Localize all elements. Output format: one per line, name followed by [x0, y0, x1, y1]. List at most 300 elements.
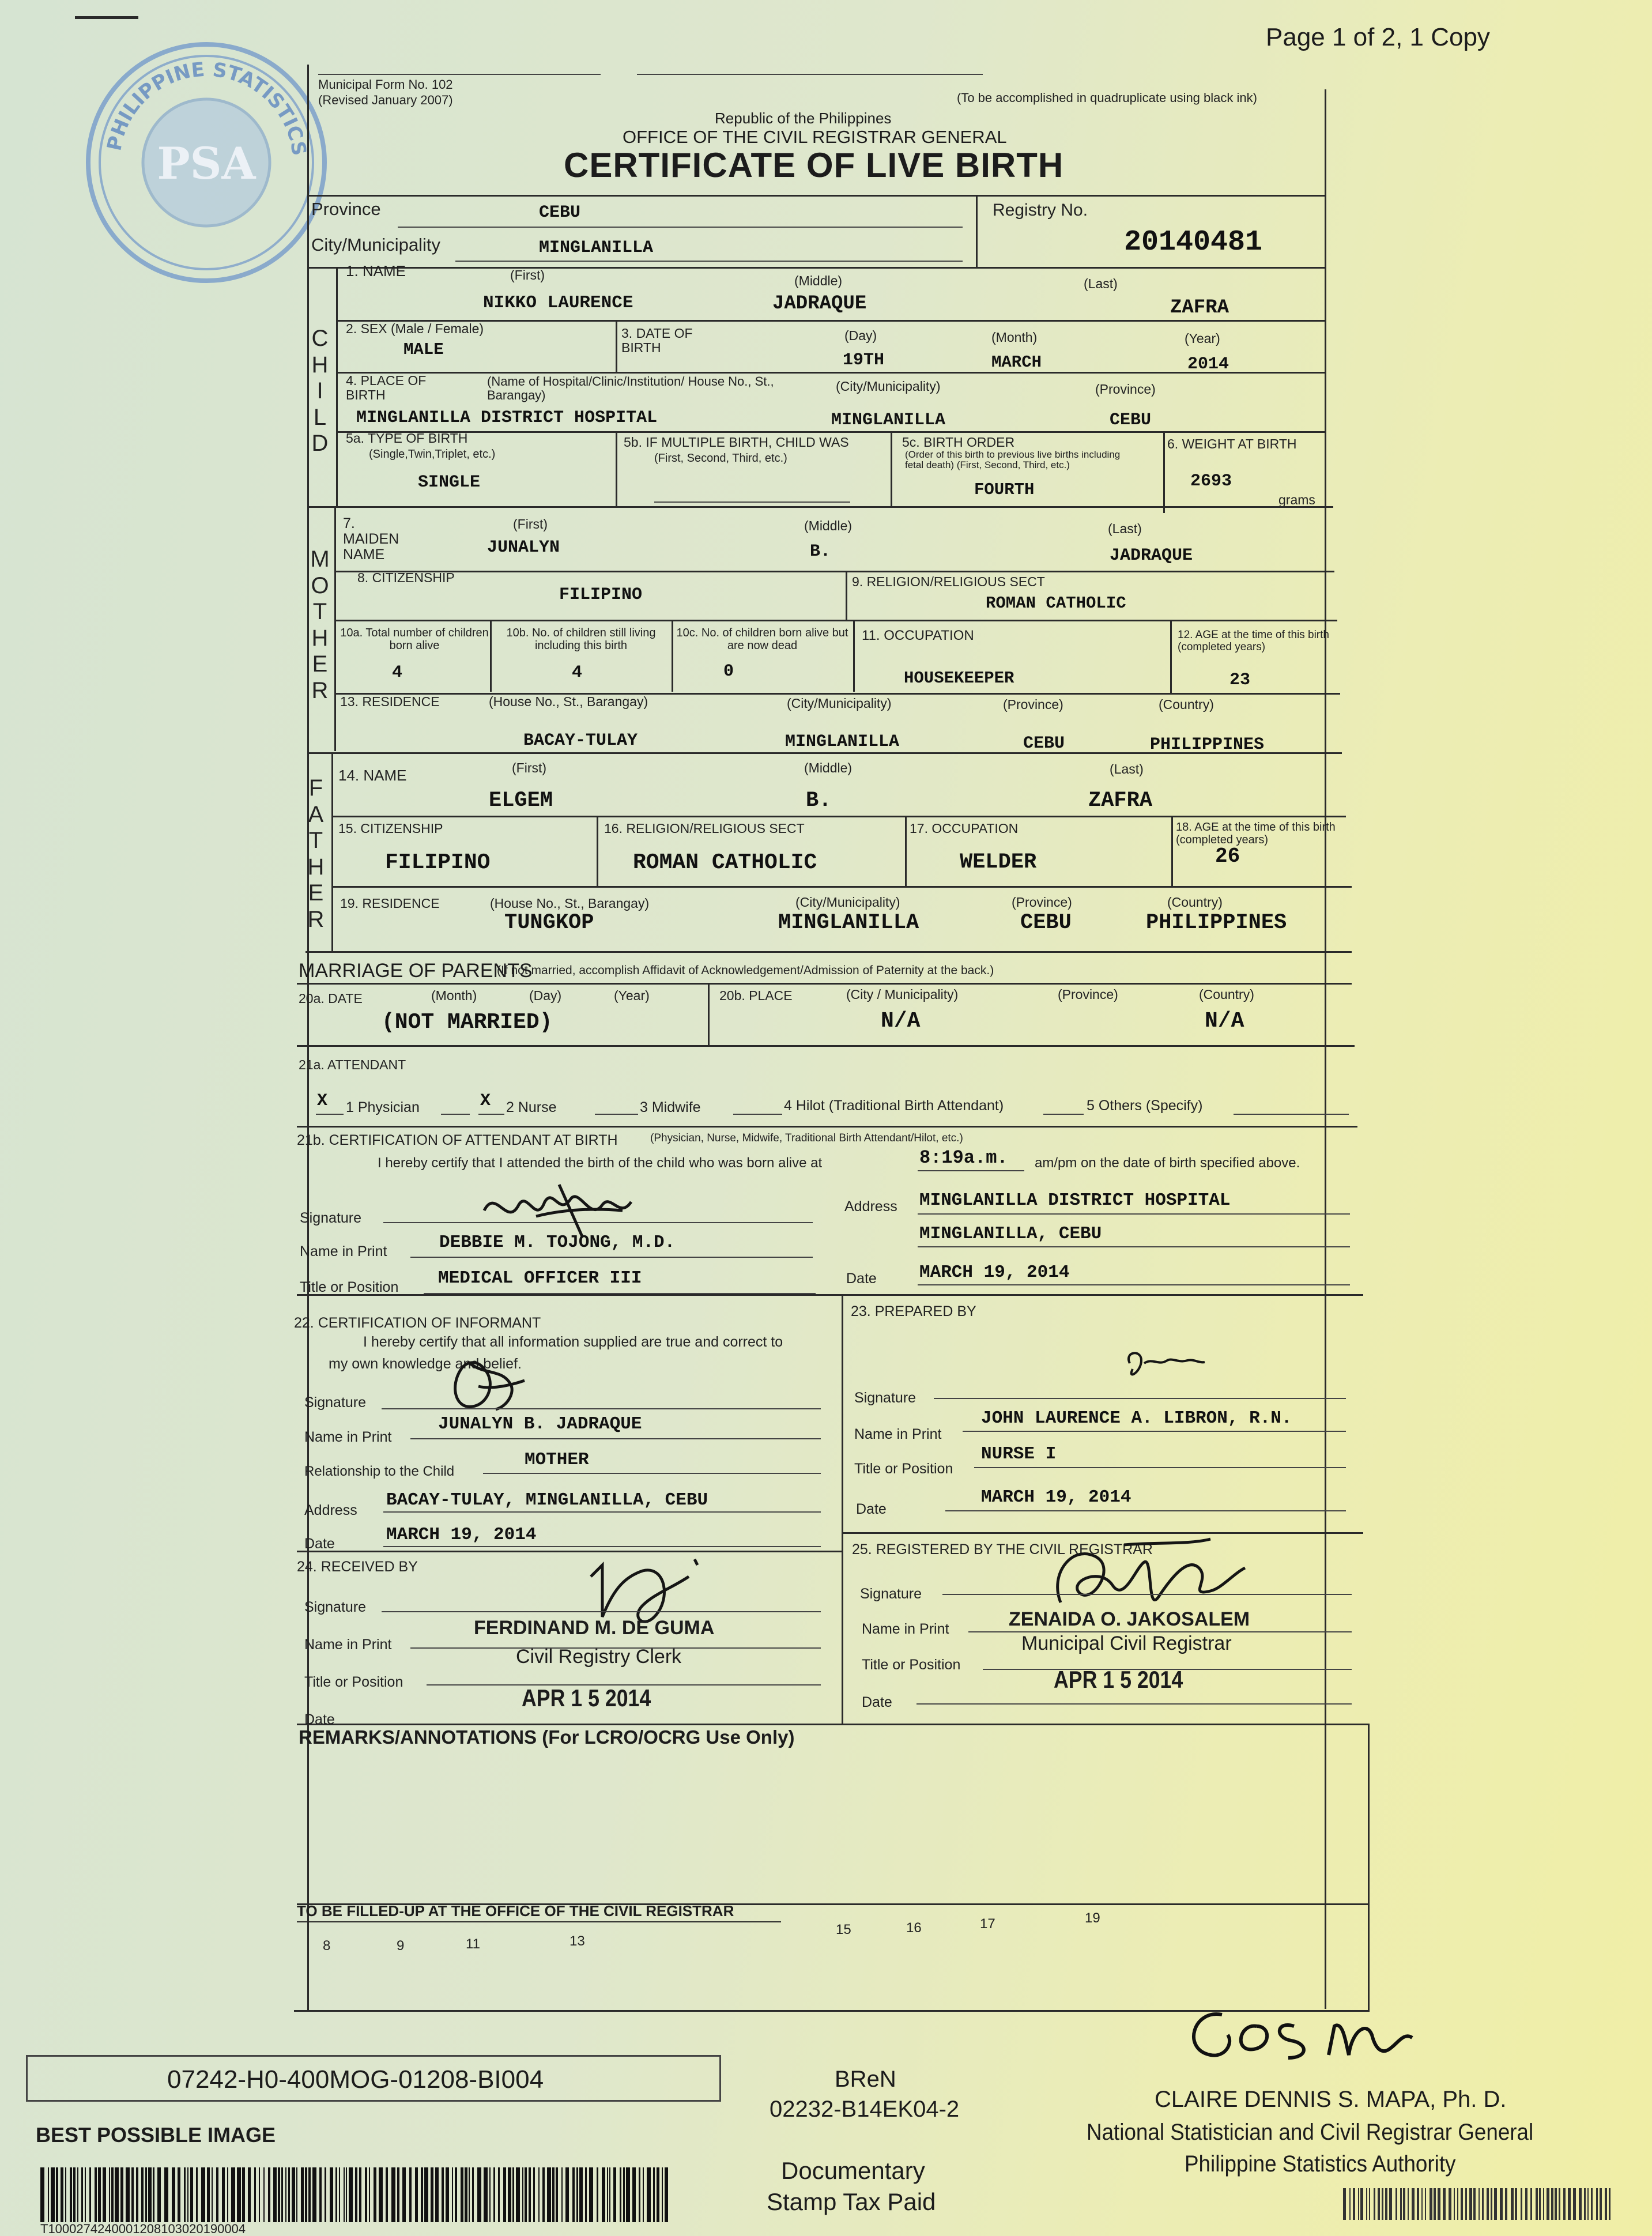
barcode-bar: [1515, 2188, 1517, 2220]
office-code-9: 9: [397, 1938, 405, 1954]
barcode-bar: [556, 2167, 558, 2222]
child-first-name: NIKKO LAURENCE: [483, 293, 633, 313]
barcode-bar: [632, 2167, 636, 2222]
barcode-bar: [613, 2167, 616, 2222]
barcode-bar: [1494, 2188, 1497, 2220]
barcode-bar: [115, 2167, 119, 2222]
registered-name: ZENAIDA O. JAKOSALEM: [1009, 1608, 1250, 1630]
barcode-bar: [201, 2167, 205, 2222]
pob-hospital: MINGLANILLA DISTRICT HOSPITAL: [356, 408, 658, 428]
barcode-bar: [184, 2167, 186, 2222]
barcode-bar: [344, 2167, 345, 2222]
barcode-bar: [369, 2167, 370, 2222]
father-res-province: CEBU: [1020, 911, 1072, 935]
barcode-bar: [73, 2167, 76, 2222]
barcode-bar: [349, 2167, 353, 2222]
prepared-date: MARCH 19, 2014: [981, 1487, 1131, 1507]
page-copy: Page 1 of 2, 1 Copy: [1266, 23, 1490, 51]
barcode-bar: [626, 2167, 630, 2222]
barcode-bar: [446, 2167, 449, 2222]
form-no: Municipal Form No. 102: [318, 77, 453, 92]
barcode-bar: [1430, 2188, 1432, 2220]
barcode-bar: [565, 2167, 569, 2222]
barcode-bar: [227, 2167, 228, 2222]
c10a-value: 4: [392, 663, 403, 683]
barcode-bar: [1596, 2188, 1598, 2220]
received-title: Civil Registry Clerk: [516, 1646, 682, 1668]
informant-relationship: MOTHER: [525, 1450, 589, 1470]
cert-attendant-title: MEDICAL OFFICER III: [438, 1268, 642, 1288]
barcode-bar: [561, 2167, 563, 2222]
barcode-bar: [665, 2167, 668, 2222]
barcode-bar: [1449, 2188, 1451, 2220]
barcode-bar: [1482, 2188, 1484, 2220]
barcode-bar: [141, 2167, 144, 2222]
informant-name: JUNALYN B. JADRAQUE: [438, 1414, 642, 1434]
barcode-bar: [339, 2167, 340, 2222]
office-code-15: 15: [836, 1922, 851, 1937]
barcode-bar: [242, 2167, 245, 2222]
father-middle-name: B.: [806, 789, 832, 813]
mother-first-name: JUNALYN: [487, 538, 560, 557]
barcode-bar: [643, 2167, 644, 2222]
cert-attendant-sig-label: Signature: [300, 1210, 362, 1226]
received-date: APR 1 5 2014: [522, 1684, 651, 1711]
received-name: FERDINAND M. DE GUMA: [474, 1617, 715, 1639]
barcode-bar: [145, 2167, 147, 2222]
seal-abbr: PSA: [157, 138, 256, 189]
father-occupation-label: 17. OCCUPATION: [910, 821, 1019, 836]
barcode-bar: [1563, 2188, 1566, 2220]
barcode-bar: [572, 2167, 575, 2222]
barcode-bar: [424, 2167, 428, 2222]
barcode-bar: [607, 2167, 608, 2222]
child-middle-name: JADRAQUE: [772, 293, 867, 315]
barcode-bar: [312, 2167, 316, 2222]
registry-label: Registry No.: [993, 201, 1088, 220]
father-age-value: 26: [1215, 844, 1240, 868]
barcode-bar: [1465, 2188, 1467, 2220]
barcode-bar: [1579, 2188, 1582, 2220]
registered-title: Municipal Civil Registrar: [1021, 1632, 1232, 1654]
attendant-label: 21a. ATTENDANT: [299, 1057, 406, 1072]
multiple-birth-label: 5b. IF MULTIPLE BIRTH, CHILD WAS: [624, 435, 849, 450]
barcode-bar: [81, 2167, 83, 2222]
c10c-label: 10c. No. of children born alive but are now dead: [676, 627, 848, 652]
barcode-bar: [1539, 2188, 1541, 2220]
barcode-bar: [61, 2167, 63, 2222]
registered-label: 25. REGISTERED BY THE CIVIL REGISTRAR: [852, 1541, 1153, 1558]
mother-age-value: 23: [1229, 670, 1251, 690]
barcode-bar: [136, 2167, 138, 2222]
father-occupation-value: WELDER: [960, 850, 1037, 874]
barcode-bar: [1487, 2188, 1489, 2220]
barcode-bar: [1412, 2188, 1415, 2220]
barcode-bar: [1609, 2188, 1610, 2220]
barcode-bar: [589, 2167, 593, 2222]
barcode-bar: [153, 2167, 154, 2222]
attendant-opt-others: 5 Others (Specify): [1087, 1098, 1203, 1114]
marriage-note: (If not married, accomplish Affidavit of Acknowledgement/Admission of Paternity at the back.): [497, 964, 994, 977]
cert-attendant-address-label: Address: [844, 1198, 897, 1215]
barcode-text: T1000274240001208103020190004: [40, 2222, 246, 2236]
bren-label: BReN: [835, 2067, 896, 2092]
psa-seal: [80, 36, 333, 289]
province-value: CEBU: [539, 203, 581, 223]
prepared-name: JOHN LAURENCE A. LIBRON, R.N.: [981, 1408, 1292, 1428]
pob-label: 4. PLACE OF BIRTH: [346, 373, 427, 402]
barcode-bar: [489, 2167, 491, 2222]
barcode-bar: [305, 2167, 307, 2222]
barcode-bar: [1605, 2188, 1607, 2220]
barcode-bar: [1438, 2188, 1440, 2220]
barcode-bar: [281, 2167, 283, 2222]
barcode-bar: [1525, 2188, 1527, 2220]
barcode-bar: [1382, 2188, 1383, 2220]
attendant-opt-midwife: 3 Midwife: [640, 1099, 701, 1115]
barcode-bar: [547, 2167, 551, 2222]
barcode-bar: [1536, 2188, 1538, 2220]
barcode-bar: [1584, 2188, 1586, 2220]
barcode-bar: [120, 2167, 123, 2222]
mother-occupation-value: HOUSEKEEPER: [904, 669, 1014, 688]
informant-label: 22. CERTIFICATION OF INFORMANT: [294, 1315, 541, 1331]
republic-label: Republic of the Philippines: [715, 110, 892, 127]
cert-attendant-title-label: Title or Position: [300, 1279, 399, 1295]
informant-sig-label: Signature: [304, 1394, 367, 1411]
mother-citizenship-value: FILIPINO: [559, 585, 643, 605]
barcode-bar: [1395, 2188, 1397, 2220]
barcode-bar: [538, 2167, 540, 2222]
father-residence-label: 19. RESIDENCE: [340, 896, 440, 911]
registered-date-label: Date: [862, 1694, 892, 1710]
informant-date: MARCH 19, 2014: [386, 1525, 537, 1545]
barcode-bar: [285, 2167, 286, 2222]
received-label: 24. RECEIVED BY: [297, 1559, 418, 1575]
barcode-bar: [1425, 2188, 1426, 2220]
barcode-bar: [231, 2167, 235, 2222]
informant-address-label: Address: [304, 1502, 357, 1518]
mother-residence-label: 13. RESIDENCE: [340, 694, 440, 709]
barcode-bar: [1378, 2188, 1380, 2220]
barcode-bar: [602, 2167, 605, 2222]
informant-date-label: Date: [304, 1536, 335, 1552]
barcode-bar: [374, 2167, 376, 2222]
office-code-8: 8: [323, 1938, 331, 1954]
barcode-bar: [103, 2167, 106, 2222]
barcode-bar: [1360, 2188, 1363, 2220]
barcode-bar: [178, 2167, 180, 2222]
barcode-bar: [1491, 2188, 1492, 2220]
barcode-bar: [355, 2167, 357, 2222]
mother-last-name: JADRAQUE: [1110, 546, 1193, 565]
barcode-bar: [1500, 2188, 1503, 2220]
barcode-bar: [1443, 2188, 1446, 2220]
signatory-title-1: National Statistician and Civil Registrar General: [1087, 2120, 1534, 2145]
dob-year: 2014: [1187, 355, 1229, 374]
barcode-bar: [609, 2167, 610, 2222]
office-code-13: 13: [569, 1933, 585, 1949]
father-citizenship-value: FILIPINO: [385, 850, 491, 875]
birth-order-label: 5c. BIRTH ORDER: [902, 435, 1015, 450]
barcode-bar: [452, 2167, 453, 2222]
barcode-bar: [1521, 2188, 1522, 2220]
barcode-bar: [1469, 2188, 1472, 2220]
prepared-sig-label: Signature: [854, 1390, 916, 1406]
child-side-label: C H I L D: [311, 326, 329, 457]
registered-date: APR 1 5 2014: [1054, 1666, 1183, 1693]
pob-province: CEBU: [1110, 410, 1152, 430]
barcode-bar: [259, 2167, 260, 2222]
prepared-name-label: Name in Print: [854, 1426, 942, 1442]
barcode-bar: [522, 2167, 523, 2222]
registry-number: 20140481: [1124, 226, 1263, 259]
cert-attendant-text: I hereby certify that I attended the birth of the child who was born alive at: [378, 1155, 823, 1171]
birth-type-label: 5a. TYPE OF BIRTH: [346, 431, 468, 446]
barcode-bar: [187, 2167, 188, 2222]
page-title: CERTIFICATE OF LIVE BIRTH: [564, 146, 1064, 184]
marriage-date-label: 20a. DATE: [299, 991, 363, 1006]
barcode-bar: [292, 2167, 295, 2222]
office-code-19: 19: [1085, 1910, 1100, 1926]
mother-age-label: 12. AGE at the time of this birth (completed years): [1178, 629, 1329, 653]
mother-res-province: CEBU: [1023, 734, 1065, 753]
cert-attendant-name: DEBBIE M. TOJONG, M.D.: [439, 1232, 676, 1253]
cert-attendant-label: 21b. CERTIFICATION OF ATTENDANT AT BIRTH: [297, 1132, 618, 1148]
barcode-bar: [301, 2167, 304, 2222]
barcode-bar: [126, 2167, 130, 2222]
prepared-title: NURSE I: [981, 1444, 1057, 1464]
barcode-bar: [472, 2167, 474, 2222]
cert-attendant-address-1: MINGLANILLA DISTRICT HOSPITAL: [919, 1190, 1231, 1211]
c10b-value: 4: [572, 663, 583, 683]
mother-res-house: BACAY-TULAY: [523, 731, 638, 751]
sex-label: 2. SEX (Male / Female): [346, 321, 484, 336]
barcode-bar: [248, 2167, 251, 2222]
barcode-bar: [508, 2167, 511, 2222]
form-revised: (Revised January 2007): [318, 93, 453, 107]
birth-order-value: FOURTH: [974, 480, 1035, 499]
barcode-bar: [533, 2167, 535, 2222]
c10a-label: 10a. Total number of children born alive: [340, 627, 489, 652]
father-name-label: 14. NAME: [338, 767, 407, 784]
informant-rel-label: Relationship to the Child: [304, 1464, 455, 1479]
prepared-label: 23. PREPARED BY: [851, 1303, 976, 1319]
scan-mark: [75, 16, 138, 19]
mother-religion-label: 9. RELIGION/RELIGIOUS SECT: [852, 574, 1045, 589]
barcode-bar: [585, 2167, 587, 2222]
office-code-16: 16: [906, 1920, 922, 1936]
dob-day: 19TH: [843, 350, 885, 370]
barcode-bar: [85, 2167, 86, 2222]
father-res-city: MINGLANILLA: [778, 911, 919, 935]
barcode-bar: [512, 2167, 514, 2222]
barcode-bar: [157, 2167, 161, 2222]
barcode-bar: [386, 2167, 388, 2222]
barcode-bar: [623, 2167, 625, 2222]
barcode-bar: [172, 2167, 175, 2222]
barcode-bar: [653, 2167, 655, 2222]
cert-attendant-date: MARCH 19, 2014: [919, 1262, 1070, 1283]
barcode-bar: [1478, 2188, 1480, 2220]
barcode-bar: [89, 2167, 91, 2222]
child-name-label: 1. NAME: [346, 262, 406, 280]
barcode-bar: [484, 2167, 488, 2222]
reference-code: 07242-H0-400MOG-01208-BI004: [167, 2065, 544, 2094]
barcode-bar: [1568, 2188, 1571, 2220]
father-first-name: ELGEM: [489, 789, 553, 813]
city-label: City/Municipality: [311, 235, 440, 255]
cert-attendant-date-label: Date: [846, 1270, 877, 1287]
barcode-bar: [1547, 2188, 1549, 2220]
barcode-bar: [409, 2167, 412, 2222]
barcode-bar: [503, 2167, 506, 2222]
signatory-title-2: Philippine Statistics Authority: [1185, 2151, 1456, 2177]
barcode-bar: [1343, 2188, 1346, 2220]
barcode-bar: [379, 2167, 383, 2222]
barcode-bar: [56, 2167, 58, 2222]
office-label: OFFICE OF THE CIVIL REGISTRAR GENERAL: [623, 127, 1007, 147]
barcode-bar: [196, 2167, 198, 2222]
stamp-text-2: Stamp Tax Paid: [767, 2188, 936, 2215]
barcode-bar: [98, 2167, 101, 2222]
weight-label: 6. WEIGHT AT BIRTH: [1167, 436, 1297, 451]
barcode-bar: [296, 2167, 297, 2222]
barcode-bar: [1353, 2188, 1355, 2220]
barcode-bar: [1600, 2188, 1602, 2220]
barcode-bar: [1349, 2188, 1351, 2220]
barcode-bar: [1461, 2188, 1463, 2220]
father-citizenship-label: 15. CITIZENSHIP: [338, 821, 443, 836]
informant-text: I hereby certify that all information supplied are true and correct to my own knowledge and belief.: [329, 1334, 783, 1372]
informant-name-label: Name in Print: [304, 1429, 392, 1445]
sex-value: MALE: [403, 340, 444, 359]
office-code-17: 17: [980, 1916, 995, 1932]
barcode-bar: [308, 2167, 311, 2222]
barcode-bar: [435, 2167, 439, 2222]
attendant-opt-nurse: 2 Nurse: [506, 1099, 557, 1115]
barcode-bar: [1366, 2188, 1367, 2220]
barcode-bar: [579, 2167, 583, 2222]
mother-occupation-label: 11. OCCUPATION: [862, 628, 974, 643]
barcode-bar: [542, 2167, 545, 2222]
barcode-bar: [1400, 2188, 1402, 2220]
barcode-bar: [1421, 2188, 1423, 2220]
marriage-place-city: N/A: [881, 1009, 921, 1034]
barcode-bar: [639, 2167, 640, 2222]
registered-title-label: Title or Position: [862, 1657, 961, 1673]
marriage-place-label: 20b. PLACE: [719, 988, 793, 1003]
barcode-bar: [1434, 2188, 1436, 2220]
barcode-bar: [1473, 2188, 1476, 2220]
barcode-bar: [222, 2167, 225, 2222]
barcode-bar: [346, 2167, 347, 2222]
barcode-bar: [552, 2167, 555, 2222]
barcode-bar: [1358, 2188, 1359, 2220]
barcode-bar: [263, 2167, 265, 2222]
received-title-label: Title or Position: [304, 1674, 403, 1690]
barcode-bar: [330, 2167, 333, 2222]
barcode-bar: [469, 2167, 470, 2222]
prepared-date-label: Date: [856, 1501, 887, 1517]
attendant-mark-nurse: X: [480, 1091, 491, 1111]
father-res-country: PHILIPPINES: [1146, 911, 1287, 935]
barcode-bar: [207, 2167, 210, 2222]
barcode-bar: [319, 2167, 322, 2222]
office-code-11: 11: [466, 1936, 480, 1952]
barcode-bar: [1511, 2188, 1514, 2220]
barcode-bar: [237, 2167, 241, 2222]
barcode-bar: [1543, 2188, 1544, 2220]
child-last-name: ZAFRA: [1170, 297, 1229, 319]
barcode-bar: [657, 2167, 659, 2222]
barcode-bar: [216, 2167, 218, 2222]
barcode-bar: [95, 2167, 97, 2222]
barcode-bar: [131, 2167, 134, 2222]
barcode-bar: [365, 2167, 367, 2222]
pob-city: MINGLANILLA: [831, 410, 946, 430]
stamp-text-1: Documentary: [781, 2157, 925, 2184]
barcode-bar: [516, 2167, 520, 2222]
barcode-bar: [1369, 2188, 1370, 2220]
marriage-date-value: (NOT MARRIED): [382, 1010, 553, 1035]
barcode-bar: [461, 2167, 463, 2222]
barcode-bar: [1591, 2188, 1593, 2220]
mother-religion-value: ROMAN CATHOLIC: [986, 594, 1126, 613]
barcode-bar: [415, 2167, 418, 2222]
barcode-bar: [278, 2167, 280, 2222]
c10b-label: 10b. No. of children still living including this birth: [506, 627, 656, 652]
barcode-bar: [1374, 2188, 1375, 2220]
registered-sig-label: Signature: [860, 1586, 922, 1602]
barcode-bar: [1417, 2188, 1419, 2220]
barcode-bar: [465, 2167, 467, 2222]
dob-label: 3. DATE OF BIRTH: [621, 326, 693, 355]
registered-name-label: Name in Print: [862, 1621, 949, 1637]
barcode-bar: [402, 2167, 406, 2222]
weight-value: 2693: [1190, 472, 1232, 491]
barcode-bar: [51, 2167, 55, 2222]
barcode-bar: [148, 2167, 152, 2222]
office-use-label: TO BE FILLED-UP AT THE OFFICE OF THE CIVIL REGISTRAR: [297, 1902, 734, 1920]
barcode-bar: [1389, 2188, 1392, 2220]
barcode-bar: [1551, 2188, 1553, 2220]
barcode-bar: [1587, 2188, 1589, 2220]
father-religion-label: 16. RELIGION/RELIGIOUS SECT: [604, 821, 805, 836]
father-religion-value: ROMAN CATHOLIC: [633, 850, 817, 875]
cert-attendant-name-label: Name in Print: [300, 1243, 387, 1260]
signatory-name: CLAIRE DENNIS S. MAPA, Ph. D.: [1155, 2087, 1507, 2112]
received-date-label: Date: [304, 1711, 335, 1728]
barcode-bar: [1505, 2188, 1507, 2220]
barcode-bar: [190, 2167, 193, 2222]
birth-type-value: SINGLE: [418, 473, 481, 492]
barcode-bar: [529, 2167, 531, 2222]
dob-month: MARCH: [991, 353, 1042, 372]
mother-side-label: M O T H E R: [310, 546, 330, 703]
barcode-bar: [391, 2167, 395, 2222]
barcode-bar: [335, 2167, 337, 2222]
barcode-bar: [325, 2167, 326, 2222]
barcode-bar: [268, 2167, 270, 2222]
barcode-bar: [455, 2167, 457, 2222]
barcode-bar: [109, 2167, 110, 2222]
father-res-house: TUNGKOP: [504, 911, 594, 935]
barcode-bar: [431, 2167, 433, 2222]
barcode-bar: [647, 2167, 651, 2222]
national-statistician-signature: [1170, 1992, 1424, 2078]
prepared-title-label: Title or Position: [854, 1461, 953, 1477]
